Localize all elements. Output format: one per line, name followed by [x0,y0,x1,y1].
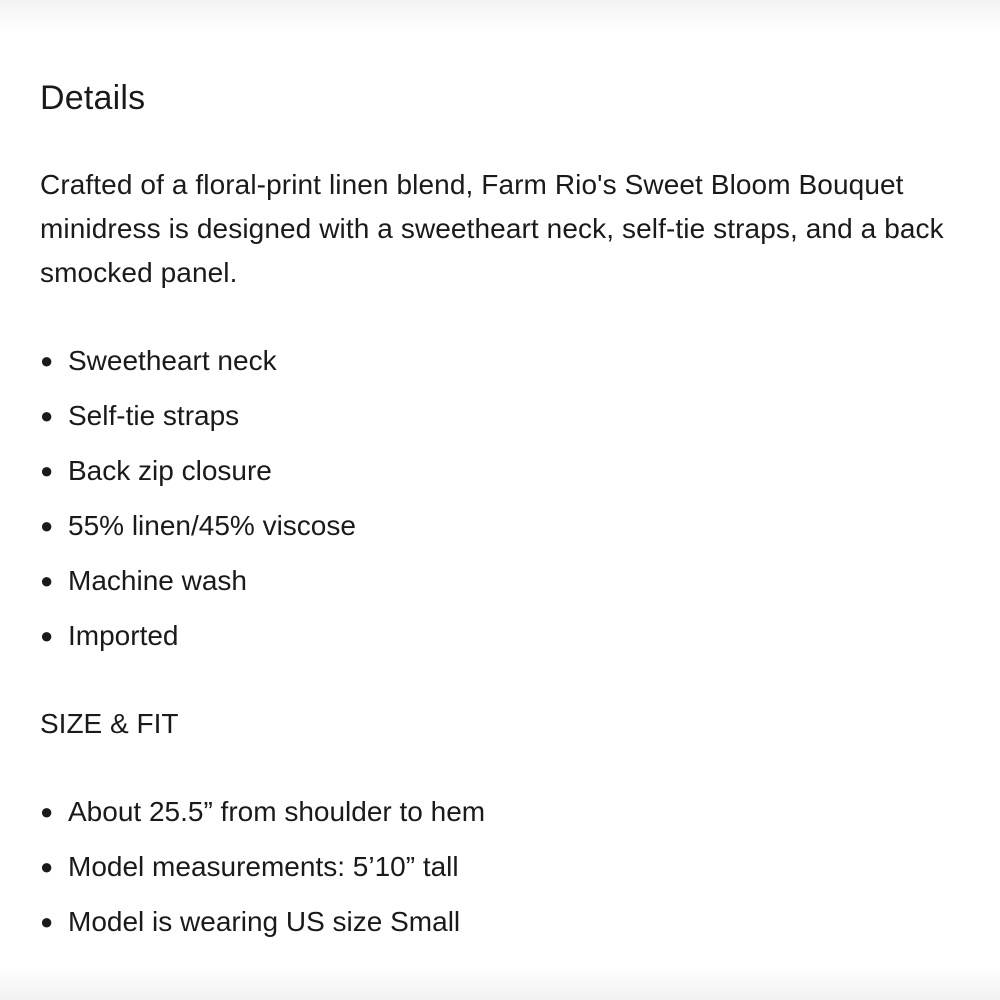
size-fit-item [40,900,485,955]
feature-item [40,339,356,394]
bottom-edge-shade [0,966,1000,1000]
feature-text: Sweetheart neck [68,345,277,376]
size-fit-text: Model is wearing US size Small [68,906,461,937]
size-fit-text: About 25.5” from shoulder to hem [68,796,486,827]
size-fit-item [40,790,485,845]
bullet-icon: ● [40,909,54,934]
feature-item [40,394,356,449]
bullet-icon: ● [40,513,54,538]
size-fit-item [40,845,485,900]
size-fit-heading: SIZE & FIT [40,708,179,739]
feature-item [40,559,356,614]
feature-text: Machine wash [68,565,247,596]
size-fit-list [40,790,485,955]
feature-item [40,504,356,559]
bullet-icon: ● [40,854,54,879]
bullet-icon: ● [40,623,54,648]
bullet-icon: ● [40,799,54,824]
details-heading: Details [40,79,146,117]
feature-text: 55% linen/45% viscose [68,510,356,541]
feature-list [40,339,356,669]
feature-item [40,614,356,669]
bullet-icon: ● [40,348,54,373]
feature-text: Imported [68,620,179,651]
bullet-icon: ● [40,458,54,483]
product-description: Crafted of a floral-print linen blend, Farm Rio's Sweet Bloom Bouquet minidress is designed with a sweetheart neck, self-tie straps, and a back smocked panel. [40,169,944,288]
top-edge-shade [0,0,1000,34]
bullet-icon: ● [40,568,54,593]
bullet-icon: ● [40,403,54,428]
feature-text: Self-tie straps [68,400,240,431]
feature-text: Back zip closure [68,455,272,486]
feature-item [40,449,356,504]
size-fit-text: Model measurements: 5’10” tall [68,851,459,882]
